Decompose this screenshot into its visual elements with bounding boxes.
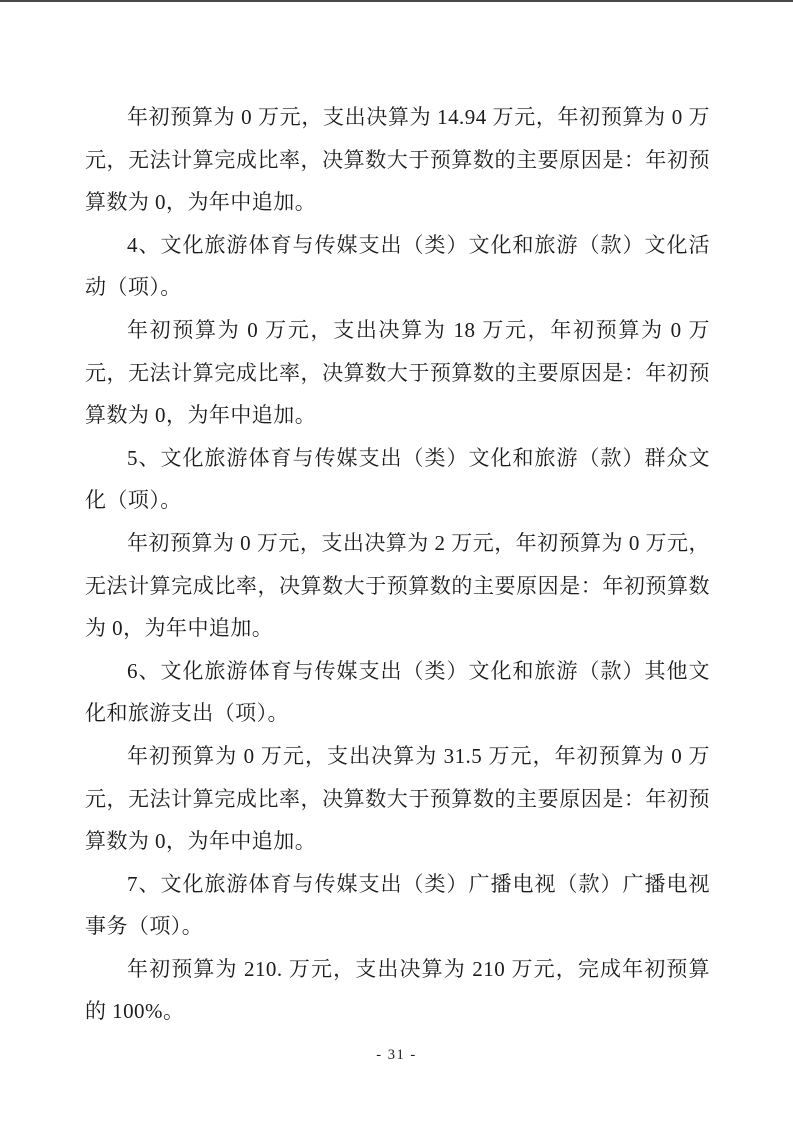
heading-item-6: 6、文化旅游体育与传媒支出（类）文化和旅游（款）其他文化和旅游支出（项）。 (85, 658, 710, 726)
paragraph-item3-budget-detail: 年初预算为 0 万元，支出决算为 14.94 万元，年初预算为 0 万元，无法计算完成比率，决算数大于预算数的主要原因是：年初预算数为 0，为年中追加。 (85, 105, 710, 215)
heading-item-4: 4、文化旅游体育与传媒支出（类）文化和旅游（款）文化活动（项）。 (85, 232, 710, 300)
heading-item-7: 7、文化旅游体育与传媒支出（类）广播电视（款）广播电视事务（项）。 (85, 871, 710, 939)
paragraph-item6-budget-detail: 年初预算为 0 万元，支出决算为 31.5 万元，年初预算为 0 万元，无法计算完成比率，决算数大于预算数的主要原因是：年初预算数为 0，为年中追加。 (85, 743, 710, 854)
paragraph-item7-budget-detail: 年初预算为 210. 万元，支出决算为 210 万元，完成年初预算的 100%。 (85, 956, 710, 1024)
page-number: - 31 - (376, 1047, 417, 1063)
document-body (85, 96, 710, 1033)
paragraph-item5-budget-detail: 年初预算为 0 万元，支出决算为 2 万元，年初预算为 0 万元，无法计算完成比率，决算数大于预算数的主要原因是：年初预算数为 0，为年中追加。 (85, 530, 710, 641)
paragraph-item4-budget-detail: 年初预算为 0 万元，支出决算为 18 万元，年初预算为 0 万元，无法计算完成比率，决算数大于预算数的主要原因是：年初预算数为 0，为年中追加。 (85, 317, 710, 428)
heading-item-5: 5、文化旅游体育与传媒支出（类）文化和旅游（款）群众文化（项）。 (85, 445, 710, 513)
page-top-edge (0, 0, 793, 2)
